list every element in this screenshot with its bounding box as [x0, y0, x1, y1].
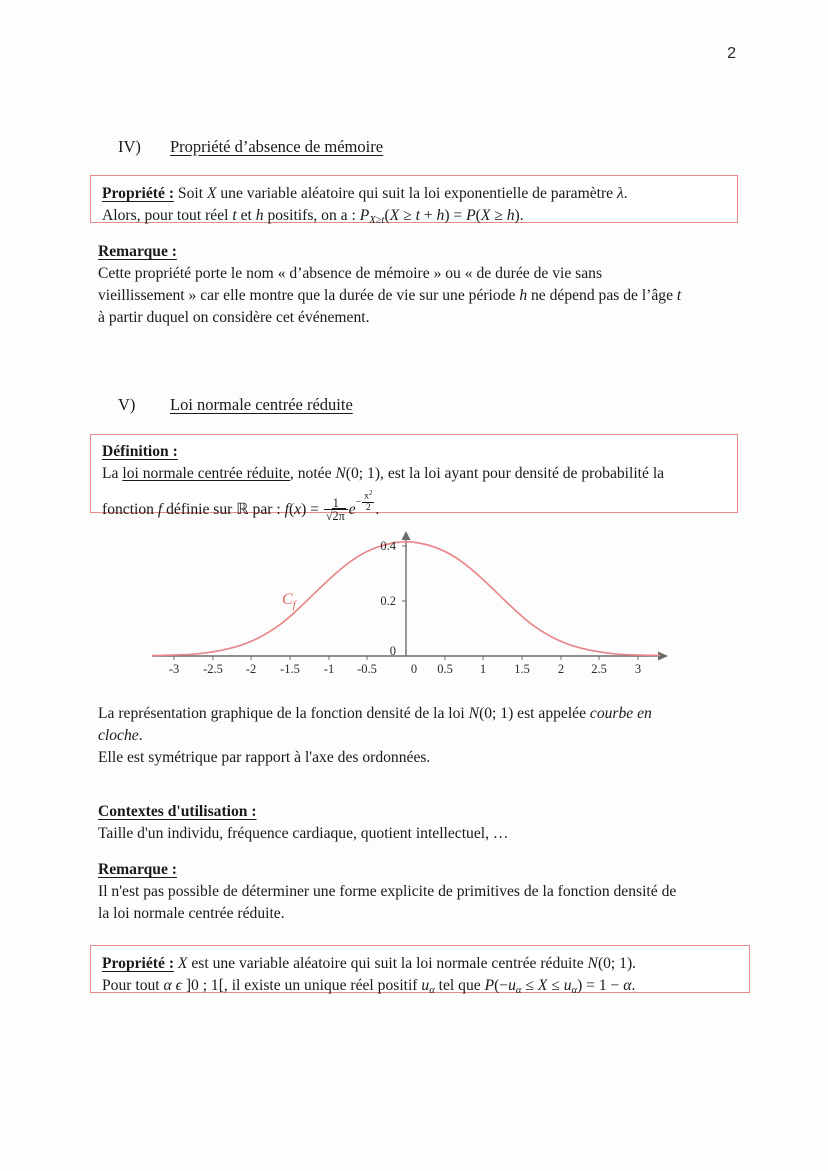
remark-iv: [98, 241, 748, 330]
property-iv-line2: Alors, pour tout réel t et h positifs, on a : $P_{X\ge t}(X \ge t + h) = P(X \ge h)$.: [102, 207, 524, 227]
section-number-v: V): [118, 395, 136, 414]
section-heading-v: [118, 395, 353, 415]
remark-iv-line2: vieillissement » car elle montre que la durée de vie sur une période h ne dépend pas de l’âge t: [98, 287, 682, 305]
definition-line1-underlined: loi normale centrée réduite: [122, 465, 290, 483]
remark-v-line1: Il n'est pas possible de déterminer une forme explicite de primitives de la fonction densité de: [98, 883, 677, 901]
remark-iv-line1: Cette propriété porte le nom « d’absence de mémoire » ou « de durée de vie sans: [98, 265, 603, 283]
svg-text:0.2: 0.2: [380, 594, 396, 608]
svg-text:0: 0: [389, 644, 396, 658]
property-v-line1-text: X est une variable aléatoire qui suit la loi normale centrée réduite N(0; 1).: [177, 955, 637, 972]
definition-line2-prefix: fonction f définie sur ℝ par :: [102, 501, 285, 519]
svg-text:-1.5: -1.5: [280, 662, 300, 676]
svg-text:1.5: 1.5: [514, 662, 530, 676]
svg-text:0: 0: [410, 662, 418, 676]
section-number-iv: IV): [118, 137, 141, 156]
remark-iv-line3: à partir duquel on considère cet événement.: [98, 309, 370, 327]
definition-lead: Définition :: [102, 443, 178, 460]
property-iv-lead: Propriété :: [102, 185, 175, 202]
y-axis-arrow-icon: [402, 531, 411, 540]
property-box-v: [90, 945, 750, 997]
svg-text:2: 2: [557, 662, 565, 676]
definition-box-v: [90, 434, 738, 524]
curve-label: $C_f$: [282, 591, 296, 611]
definition-line1-a: La: [102, 465, 123, 483]
caption-line3: Elle est symétrique par rapport à l'axe des ordonnées.: [98, 749, 431, 767]
definition-lead-line: [102, 441, 727, 463]
property-v-line1: [102, 953, 739, 975]
caption-line2-after: .: [138, 727, 143, 745]
svg-text:0.4: 0.4: [380, 539, 396, 553]
caption-line1: La représentation graphique de la fonction densité de la loi N(0; 1) est appelée courbe en: [98, 705, 652, 722]
svg-text:0.5: 0.5: [437, 662, 453, 676]
definition-formula-e: e: [348, 501, 356, 519]
property-v-line2: Pour tout α ϵ ]0 ; 1[, il existe un unique réel positif $u_\alpha$ tel que $P(-u_\alpha \le X \le u_\alpha) = 1 - \alpha$.: [102, 977, 636, 997]
definition-formula-fx: f: [284, 501, 289, 519]
page-number: 2: [727, 45, 736, 62]
chart-svg: [140, 528, 680, 688]
caption-line2: cloche: [98, 727, 139, 745]
normal-distribution-chart: [140, 528, 680, 688]
definition-line1-b: , notée N(0; 1), est la loi ayant pour densité de probabilité la: [289, 465, 665, 483]
definition-line1: [102, 463, 727, 485]
svg-text:3: 3: [634, 662, 642, 676]
section-title-v: Loi normale centrée réduite: [170, 395, 353, 414]
property-iv-line1-text: Soit X une variable aléatoire qui suit la loi exponentielle de paramètre λ.: [174, 185, 628, 202]
remark-v-lead: Remarque :: [98, 861, 177, 878]
svg-text:-3: -3: [168, 662, 180, 676]
contexts-lead: Contextes d'utilisation :: [98, 803, 257, 820]
svg-text:2.5: 2.5: [591, 662, 607, 676]
x-tick-labels: [169, 662, 641, 676]
section-title-iv: Propriété d’absence de mémoire: [170, 137, 384, 156]
remark-v-line2: la loi normale centrée réduite.: [98, 905, 285, 923]
property-v-lead: Propriété :: [102, 955, 175, 972]
definition-formula-fraction: $\frac{1}{√2\pi}$: [324, 497, 348, 524]
contexts-block: [98, 801, 758, 845]
definition-formula-exponent: − $\frac{x^2}{2}$: [355, 490, 373, 513]
remark-iv-lead: Remarque :: [98, 243, 177, 260]
y-tick-labels: [380, 539, 396, 658]
remark-v: [98, 859, 758, 925]
svg-text:-2: -2: [245, 662, 257, 676]
section-heading-iv: [118, 137, 383, 157]
definition-line2: fonction f définie sur ℝ par : f(x) = $\frac{1}{√2\pi}$ e− $\frac{x^2}{2}$ .: [102, 490, 380, 524]
svg-text:-1: -1: [323, 662, 335, 676]
svg-text:-2.5: -2.5: [203, 662, 223, 676]
definition-formula-period: .: [375, 501, 380, 519]
svg-text:1: 1: [479, 662, 487, 676]
chart-caption: [98, 703, 758, 769]
contexts-line1: Taille d'un individu, fréquence cardiaque, quotient intellectuel, …: [98, 825, 509, 843]
property-iv-line1: [102, 183, 727, 205]
property-box-iv: [90, 175, 738, 227]
svg-text:-0.5: -0.5: [357, 662, 377, 676]
